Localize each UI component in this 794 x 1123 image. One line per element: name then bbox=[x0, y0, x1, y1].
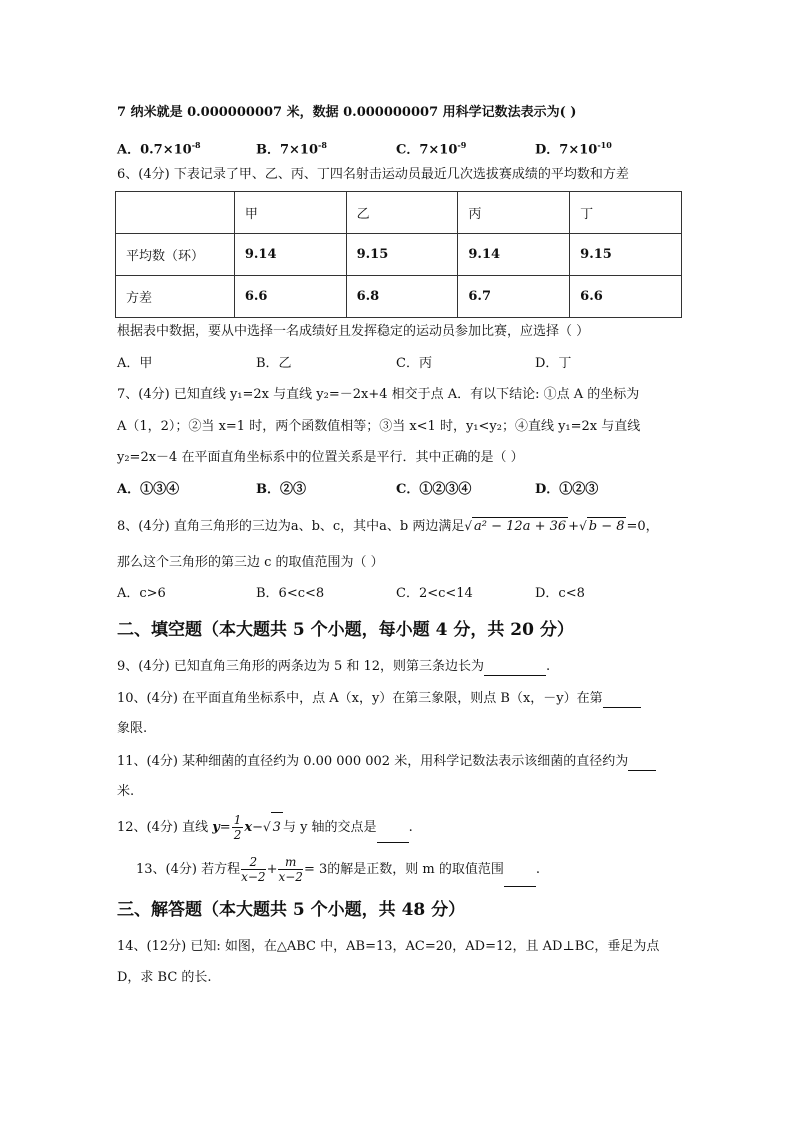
q13-line bbox=[136, 852, 540, 887]
q5-option-c bbox=[396, 136, 466, 159]
table-cell: 6.6 bbox=[570, 276, 682, 318]
q10-text: 10、(4分) 在平面直角坐标系中，点 A（x，y）在第三象限，则点 B（x，－y）在第 bbox=[117, 691, 603, 706]
q5-option-a bbox=[117, 136, 201, 159]
q12-frac-num: 1 bbox=[233, 813, 242, 827]
q12-eq: = bbox=[219, 820, 231, 835]
q8-option-a: A．c>6 bbox=[117, 586, 166, 601]
table-cell: 方差 bbox=[116, 276, 235, 318]
q5-option-d bbox=[535, 136, 612, 159]
q11-line-2: 米. bbox=[117, 784, 135, 799]
q7-line-3: y₂=2x－4 在平面直角坐标系中的位置关系是平行．其中正确的是（ ） bbox=[117, 450, 524, 465]
q13-fraction-2 bbox=[278, 855, 302, 884]
q5-option-a-label: A．0.7×10 bbox=[117, 142, 192, 158]
q12-y: y bbox=[212, 820, 220, 835]
q12-minus: − bbox=[252, 820, 264, 835]
q7-line-2: A（1，2）；②当 x=1 时，两个函数值相等；③当 x<1 时，y₁<y₂；④直线 y₁=2x 与直线 bbox=[117, 419, 641, 434]
q8-plus: + bbox=[568, 519, 580, 534]
table-cell: 乙 bbox=[346, 192, 458, 234]
table-cell: 6.7 bbox=[458, 276, 570, 318]
table-cell: 9.15 bbox=[570, 234, 682, 276]
q12-sqrt-3: 3 bbox=[271, 812, 283, 843]
table-cell: 甲 bbox=[234, 192, 346, 234]
q13-f1-den: x−2 bbox=[241, 870, 266, 884]
q8-option-b: B．6<c<8 bbox=[256, 586, 325, 601]
table-cell: 6.8 bbox=[346, 276, 458, 318]
q5-option-a-exp: -8 bbox=[191, 140, 201, 150]
q10-answer-blank[interactable] bbox=[603, 689, 641, 708]
q12-prefix: 12、(4分) 直线 bbox=[117, 820, 213, 835]
q13-eq: = 3 bbox=[303, 862, 328, 877]
q12-answer-blank[interactable] bbox=[377, 812, 409, 843]
table-cell bbox=[116, 192, 235, 234]
q6-option-c: C．丙 bbox=[396, 356, 432, 371]
q6-option-a: A．甲 bbox=[117, 356, 153, 371]
q11-answer-blank[interactable] bbox=[628, 752, 656, 771]
q11-line-1 bbox=[117, 752, 656, 771]
q13-f2-num: m bbox=[278, 855, 302, 870]
table-cell: 丁 bbox=[570, 192, 682, 234]
q13-suffix: 的解是正数，则 m 的取值范围 bbox=[327, 862, 504, 877]
q8-option-d: D．c<8 bbox=[535, 586, 585, 601]
q13-f2-den: x−2 bbox=[278, 870, 303, 884]
q7-line-1: 7、(4分) 已知直线 y₁=2x 与直线 y₂=－2x+4 相交于点 A．有以下结论: ①点 A 的坐标为 bbox=[117, 387, 640, 402]
q5-option-b-label: B．7×10 bbox=[256, 142, 319, 158]
q5-option-d-label: D．7×10 bbox=[535, 142, 598, 158]
q12-x: x bbox=[244, 820, 253, 835]
section-2-heading: 二、填空题（本大题共 5 个小题，每小题 4 分，共 20 分） bbox=[117, 620, 574, 640]
q12-line: 12、(4分) 直线 y= $\frac{1}{2}$ x−√ 3 与 y 轴的交点是 . bbox=[117, 813, 413, 842]
q9-line bbox=[117, 657, 550, 676]
table-cell: 9.15 bbox=[346, 234, 458, 276]
q8-eq-zero: =0， bbox=[626, 519, 659, 534]
q11-text: 11、(4分) 某种细菌的直径约为 0.00 000 002 米，用科学记数法表示该细菌的直径约为 bbox=[117, 754, 629, 769]
q14-line-1: 14、(12分) 已知: 如图，在△ABC 中，AB=13，AC=20，AD=12，且 AD⊥BC，垂足为点 bbox=[117, 939, 660, 954]
q6-question: 根据表中数据，要从中选择一名成绩好且发挥稳定的运动员参加比赛，应选择（ ） bbox=[117, 324, 590, 339]
q13-fraction-1 bbox=[241, 855, 265, 884]
q5-option-b bbox=[256, 136, 327, 159]
q13-plus: + bbox=[266, 862, 278, 877]
table-row bbox=[116, 234, 682, 276]
q6-stem: 6、(4分) 下表记录了甲、乙、丙、丁四名射击运动员最近几次选拔赛成绩的平均数和方差 bbox=[117, 167, 629, 182]
table-header-row bbox=[116, 192, 682, 234]
q9-end: . bbox=[546, 659, 551, 674]
q14-line-2: D，求 BC 的长. bbox=[117, 970, 212, 985]
q12-fraction bbox=[232, 813, 244, 842]
table-cell: 9.14 bbox=[234, 234, 346, 276]
q8-radical-2: b − 8 bbox=[588, 519, 625, 534]
section-3-heading: 三、解答题（本大题共 5 个小题，共 48 分） bbox=[117, 900, 466, 920]
q8-radical-1: a² − 12a + 36 bbox=[474, 519, 567, 534]
table-row bbox=[116, 276, 682, 318]
q12-frac-den: 2 bbox=[233, 828, 242, 842]
q8-line-1-prefix: 8、(4分) 直角三角形的三边为a、b、c，其中a、b 两边满足 bbox=[117, 519, 465, 534]
q12-suffix: 与 y 轴的交点是 bbox=[282, 820, 377, 835]
q10-line-2: 象限. bbox=[117, 721, 148, 736]
q8-line-1: 8、(4分) 直角三角形的三边为a、b、c，其中a、b 两边满足√ a² − 12a + 36 +√ b − 8 =0， bbox=[117, 519, 659, 534]
q10-line-1 bbox=[117, 689, 641, 708]
q13-end: . bbox=[535, 862, 540, 877]
q7-option-b: B．②③ bbox=[256, 482, 306, 497]
q9-text: 9、(4分) 已知直角三角形的两条边为 5 和 12，则第三条边长为 bbox=[117, 659, 485, 674]
table-cell: 6.6 bbox=[234, 276, 346, 318]
q5-option-c-exp: -9 bbox=[457, 140, 467, 150]
q5-stem: 7 纳米就是 0.000000007 米，数据 0.000000007 用科学记数法表示为( ) bbox=[117, 105, 577, 120]
q5-option-c-label: C．7×10 bbox=[396, 142, 458, 158]
q13-answer-blank[interactable] bbox=[504, 852, 536, 887]
q13-f1-num: 2 bbox=[241, 855, 265, 870]
q5-option-d-exp: -10 bbox=[597, 140, 612, 150]
q6-option-d: D．丁 bbox=[535, 356, 572, 371]
q8-option-c: C．2<c<14 bbox=[396, 586, 473, 601]
q7-option-c: C．①②③④ bbox=[396, 482, 472, 497]
q8-line-2: 那么这个三角形的第三边 c 的取值范围为（ ） bbox=[117, 555, 384, 570]
q13-prefix: 13、(4分) 若方程 bbox=[136, 862, 241, 877]
table-cell: 9.14 bbox=[458, 234, 570, 276]
q9-answer-blank[interactable] bbox=[484, 657, 546, 676]
table-cell: 丙 bbox=[458, 192, 570, 234]
table-cell: 平均数（环） bbox=[116, 234, 235, 276]
q7-option-a: A．①③④ bbox=[117, 482, 180, 497]
q12-end: . bbox=[408, 820, 413, 835]
q5-option-b-exp: -8 bbox=[318, 140, 327, 150]
q6-option-b: B．乙 bbox=[256, 356, 292, 371]
q6-score-table bbox=[115, 191, 682, 318]
q7-option-d: D．①②③ bbox=[535, 482, 599, 497]
